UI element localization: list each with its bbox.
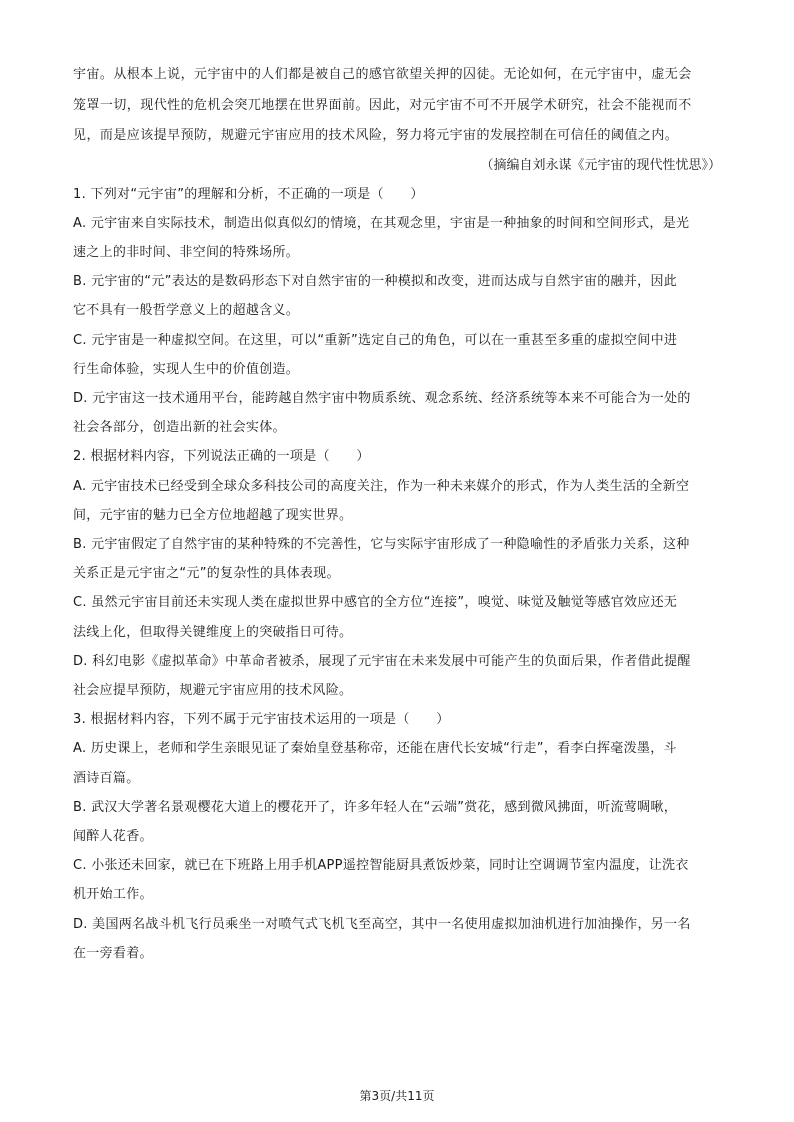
question-stem: 1. 下列对“元宇宙”的理解和分析，不正确的一项是（ ） xyxy=(73,186,424,202)
option-c xyxy=(73,851,723,909)
option-a xyxy=(73,734,723,792)
question-stem: 2. 根据材料内容，下列说法正确的一项是（ ） xyxy=(73,449,370,465)
option-c xyxy=(73,588,723,646)
option-line: 它不具有一般哲学意义上的超越含义。 xyxy=(73,303,300,319)
option-line: 在一旁看着。 xyxy=(73,945,153,961)
option-b xyxy=(73,530,723,588)
passage xyxy=(73,60,723,180)
option-line: 机开始工作。 xyxy=(73,887,153,903)
passage-citation: （摘编自刘永谋《元宇宙的现代性忧思》） xyxy=(480,157,721,173)
question-stem: 3. 根据材料内容，下列不属于元宇宙技术运用的一项是（ ） xyxy=(73,712,450,728)
option-line: D. 元宇宙这一技术通用平台，能跨越自然宇宙中物质系统、观念系统、经济系统等本来不可能合为一处的 xyxy=(73,390,691,406)
option-line: B. 武汉大学著名景观樱花大道上的樱花开了，许多年轻人在“云端”赏花，感到微风拂面，听流莺啁啾， xyxy=(73,799,678,815)
option-line: C. 元宇宙是一种虚拟空间。在这里，可以“重新”选定自己的角色，可以在一重甚至多重的虚拟空间中进 xyxy=(73,332,678,348)
option-line: D. 美国两名战斗机飞行员乘坐一对喷气式飞机飞至高空，其中一名使用虚拟加油机进行加油操作，另一名 xyxy=(73,916,691,932)
passage-line: 宇宙。从根本上说，元宇宙中的人们都是被自己的感官欲望关押的囚徒。无论如何，在元宇宙中，虚无会 xyxy=(73,67,692,82)
option-line: 行生命体验，实现人生中的价值创造。 xyxy=(73,361,300,377)
question-3 xyxy=(73,705,723,968)
passage-line: 见，而是应该提早预防，规避元宇宙应用的技术风险，努力将元宇宙的发展控制在可信任的阈值之内。 xyxy=(73,128,679,143)
option-line: A. 历史课上，老师和学生亲眼见证了秦始皇登基称帝，还能在唐代长安城“行走”，看李白挥毫泼墨，斗 xyxy=(73,741,677,757)
option-line: 间，元宇宙的魅力已全方位地超越了现实世界。 xyxy=(73,507,353,523)
page-number-footer: 第3页/共11页 xyxy=(359,1089,435,1103)
option-line: 社会应提早预防，规避元宇宙应用的技术风险。 xyxy=(73,682,353,698)
option-line: 酒诗百篇。 xyxy=(73,770,140,786)
option-a xyxy=(73,209,723,267)
option-line: 关系正是元宇宙之“元”的复杂性的具体表现。 xyxy=(73,566,340,582)
option-line: A. 元宇宙来自实际技术，制造出似真似幻的情境，在其观念里，宇宙是一种抽象的时间和空间形式，是光 xyxy=(73,215,690,231)
page-content xyxy=(73,60,723,968)
option-line: 法线上化，但取得关键维度上的突破指日可待。 xyxy=(73,624,353,640)
option-line: C. 小张还未回家，就已在下班路上用手机APP遥控智能厨具煮饭炒菜，同时让空调调节室内温度，让洗衣 xyxy=(73,858,689,874)
option-line: 社会各部分，创造出新的社会实体。 xyxy=(73,420,286,436)
passage-line: 笼罩一切，现代性的危机会突兀地摆在世界面前。因此，对元宇宙不可不开展学术研究，社会不能视而不 xyxy=(73,97,692,113)
option-line: B. 元宇宙的“元”表达的是数码形态下对自然宇宙的一种模拟和改变，进而达成与自然宇宙的融并，因此 xyxy=(73,274,678,290)
option-a xyxy=(73,472,723,530)
option-d xyxy=(73,647,723,705)
option-line: D. 科幻电影《虚拟革命》中革命者被杀，展现了元宇宙在未来发展中可能产生的负面后果，作者借此提醒 xyxy=(73,653,691,669)
option-line: C. 虽然元宇宙目前还未实现人类在虚拟世界中感官的全方位“连接”，嗅觉、味觉及触觉等感官效应还无 xyxy=(73,595,678,611)
option-b xyxy=(73,267,723,325)
option-b xyxy=(73,793,723,851)
option-d xyxy=(73,384,723,442)
option-line: 速之上的非时间、非空间的特殊场所。 xyxy=(73,244,300,260)
option-line: B. 元宇宙假定了自然宇宙的某种特殊的不完善性，它与实际宇宙形成了一种隐喻性的矛盾张力关系，这种 xyxy=(73,536,690,552)
option-c xyxy=(73,326,723,384)
question-1 xyxy=(73,180,723,443)
question-2 xyxy=(73,442,723,705)
option-line: 闻醉人花香。 xyxy=(73,828,153,844)
option-line: A. 元宇宙技术已经受到全球众多科技公司的高度关注，作为一种未来媒介的形式，作为人类生活的全新空 xyxy=(73,478,690,494)
option-d xyxy=(73,910,723,968)
